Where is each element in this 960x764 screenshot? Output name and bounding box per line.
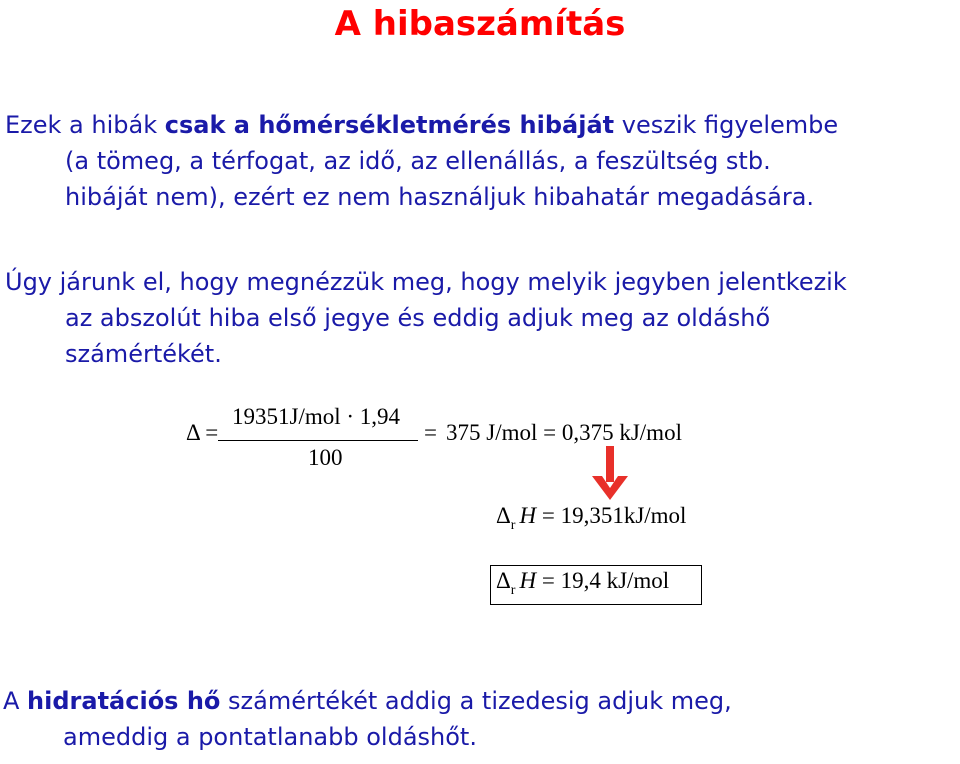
formula-delta: Δ = — [186, 420, 219, 445]
enthalpy-row-raw — [496, 503, 687, 533]
p1-line3: hibáját nem), ezért ez nem használjuk hibahatár megadására. — [65, 183, 815, 211]
p2-line3: számértékét. — [65, 340, 222, 368]
paragraph-temperature-error — [5, 107, 838, 215]
p3-line1 — [3, 683, 732, 719]
p2-line2: az abszolút hiba első jegye és eddig adjuk meg az oldáshő — [65, 304, 771, 332]
row2-subscript: r — [510, 518, 516, 533]
p1-line1-start: Ezek a hibák — [5, 111, 165, 139]
p2-line1: Úgy járunk el, hogy megnézzük meg, hogy melyik jegyben jelentkezik — [5, 268, 847, 296]
row3-H: H — [519, 568, 537, 593]
row2-delta: Δ — [496, 503, 511, 528]
row2-H: H — [519, 503, 537, 528]
p1-line1 — [5, 107, 838, 143]
formula-result: 375 J/mol = 0,375 kJ/mol — [446, 420, 682, 445]
formula-denominator: 100 — [308, 445, 343, 470]
p3-emphasis: hidratációs hő — [27, 687, 221, 715]
paragraph-procedure — [5, 264, 847, 372]
p3-line2: ameddig a pontatlanabb oldáshőt. — [63, 723, 477, 751]
formula-equals: = — [424, 420, 437, 445]
p3-line1-end: számértékét addig a tizedesig adjuk meg, — [220, 687, 732, 715]
p3-line1-start: A — [3, 687, 28, 715]
row3-subscript: r — [510, 583, 516, 598]
row2-value: = 19,351kJ/mol — [541, 503, 687, 528]
enthalpy-row-rounded — [496, 568, 670, 598]
fraction-bar — [218, 440, 418, 441]
row3-value: = 19,4 kJ/mol — [541, 568, 670, 593]
p1-emphasis: csak a hőmérsékletmérés hibáját — [164, 111, 615, 139]
row3-delta: Δ — [496, 568, 511, 593]
paragraph-conclusion — [3, 683, 732, 755]
p1-line2: (a tömeg, a térfogat, az idő, az ellenállás, a feszültség stb. — [65, 147, 771, 175]
formula-numerator: 19351J/mol · 1,94 — [232, 404, 401, 429]
p1-line1-end: veszik figyelembe — [614, 111, 839, 139]
down-arrow-icon — [590, 446, 630, 502]
page-title: A hibaszámítás — [334, 4, 626, 44]
